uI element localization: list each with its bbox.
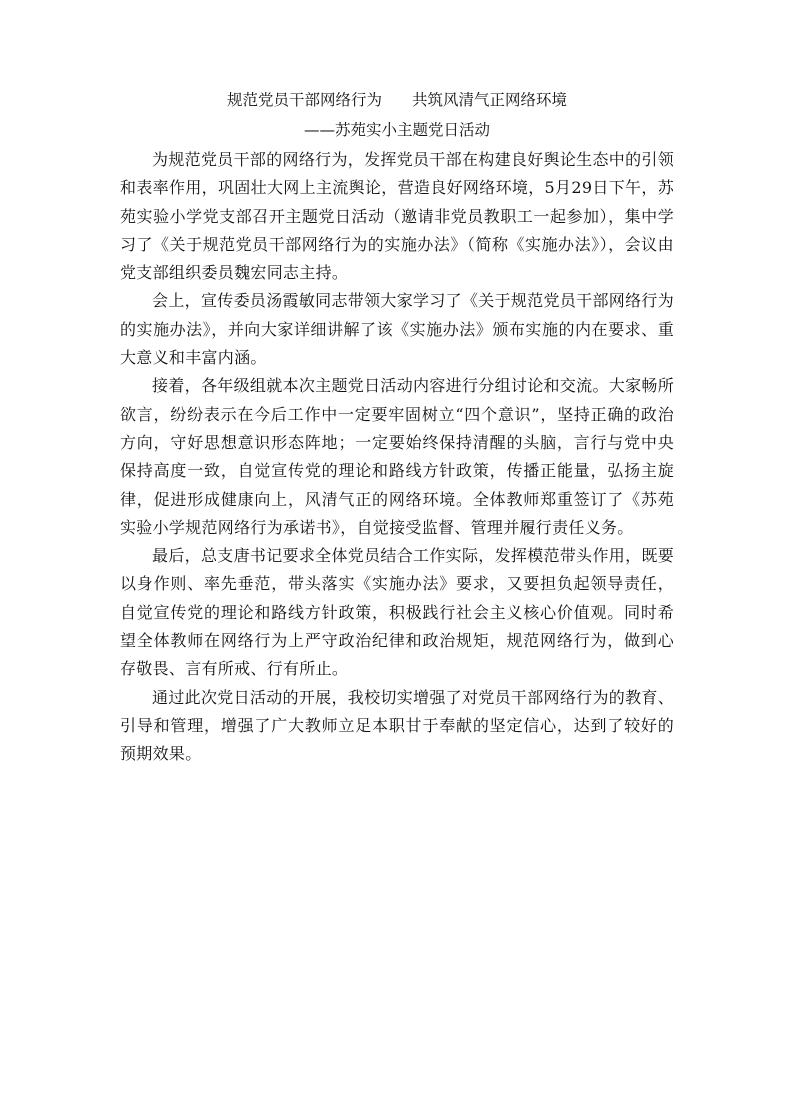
paragraph-meeting: 会上，宣传委员汤霞敏同志带领大家学习了《关于规范党员干部网络行为的实施办法》，并向大家详细讲解了该《实施办法》颁布实施的内在要求、重大意义和丰富内涵。 [120, 291, 674, 368]
paragraph-requirements: 最后，总支唐书记要求全体党员结合工作实际，发挥模范带头作用，既要以身作则、率先垂范，带头落实《实施办法》要求，又要担负起领导责任，自觉宣传党的理论和路线方针政策，积极践行社会主义核心价值观。同时希望全体教师在网络行为上严守政治纪律和政治规矩，规范网络行为，做到心存敬畏、言有所戒、行有所止。 [120, 546, 674, 679]
paragraph-conclusion: 通过此次党日活动的开展，我校切实增强了对党员干部网络行为的教育、引导和管理，增强了广大教师立足本职甘于奉献的坚定信心，达到了较好的预期效果。 [120, 687, 674, 764]
document-title [120, 88, 674, 112]
document-body [120, 146, 674, 769]
title-second: 共筑风清气正网络环境 [412, 91, 568, 109]
paragraph-intro: 为规范党员干部的网络行为，发挥党员干部在构建良好舆论生态中的引领和表率作用，巩固壮大网上主流舆论，营造良好网络环境，5月29日下午，苏苑实验小学党支部召开主题党日活动（邀请非党员教职工一起参加），集中学习了《关于规范党员干部网络行为的实施办法》（简称《实施办法》），会议由党支部组织委员魏宏同志主持。 [120, 150, 674, 283]
document-subtitle: ——苏苑实小主题党日活动 [303, 121, 490, 139]
title-main: 规范党员干部网络行为 [226, 91, 382, 109]
paragraph-discussion: 接着，各年级组就本次主题党日活动内容进行分组讨论和交流。大家畅所欲言，纷纷表示在今后工作中一定要牢固树立“四个意识”，坚持正确的政治方向，守好思想意识形态阵地；一定要始终保持清醒的头脑，言行与党中央保持高度一致，自觉宣传党的理论和路线方针政策，传播正能量，弘扬主旋律，促进形成健康向上，风清气正的网络环境。全体教师郑重签订了《苏苑实验小学规范网络行为承诺书》，自觉接受监督、管理并履行责任义务。 [120, 376, 674, 537]
